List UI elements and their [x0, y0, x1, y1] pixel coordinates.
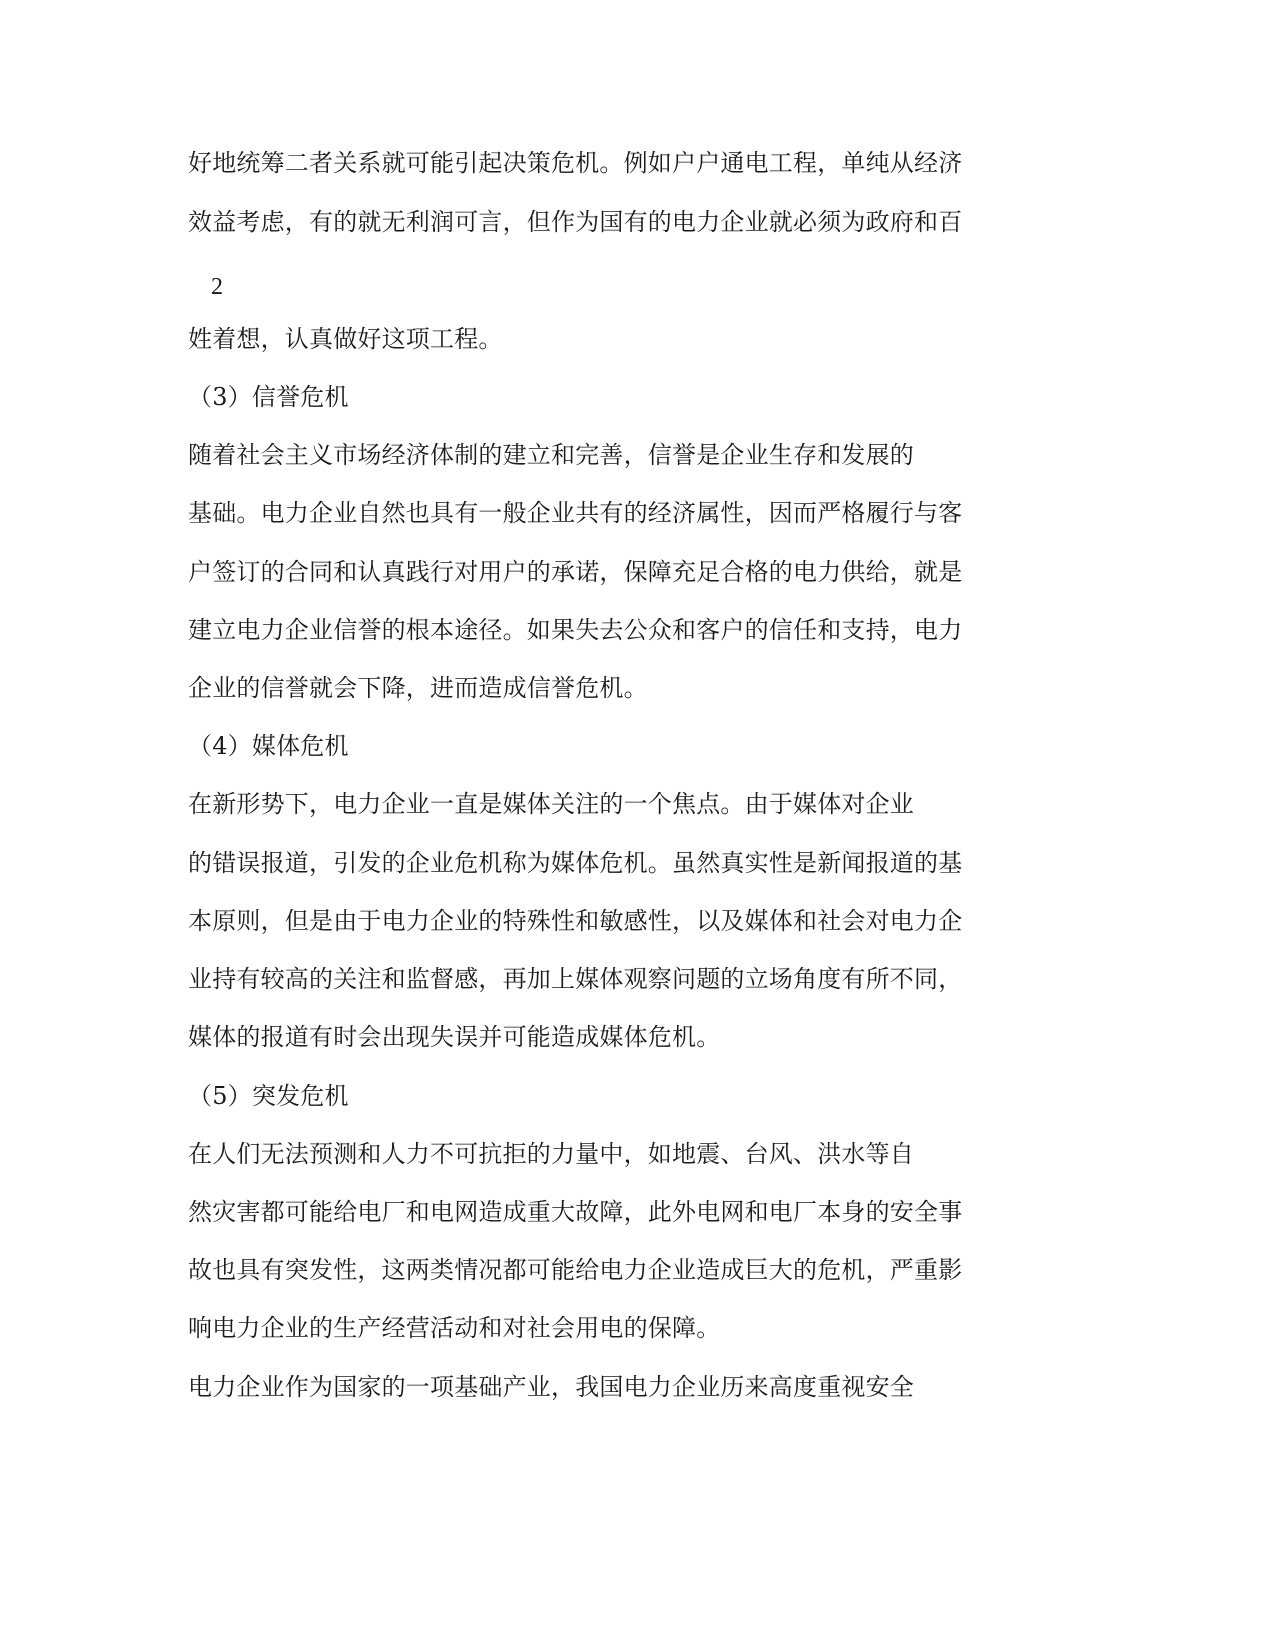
paragraph-line: 建立电力企业信誉的根本途径。如果失去公众和客户的信任和支持，电力: [188, 616, 963, 644]
paragraph-line: 企业的信誉就会下降，进而造成信誉危机。: [188, 674, 648, 702]
section-heading: （5）突发危机: [188, 1082, 349, 1110]
paragraph-line: 姓着想，认真做好这项工程。: [188, 325, 503, 353]
paragraph-line: 户签订的合同和认真践行对用户的承诺，保障充足合格的电力供给，就是: [188, 558, 963, 586]
page-number: 2: [211, 274, 223, 300]
paragraph-line: 然灾害都可能给电厂和电网造成重大故障，此外电网和电厂本身的安全事: [188, 1198, 963, 1226]
paragraph-line: 本原则，但是由于电力企业的特殊性和敏感性，以及媒体和社会对电力企: [188, 907, 963, 935]
paragraph-line: 在人们无法预测和人力不可抗拒的力量中，如地震、台风、洪水等自: [188, 1140, 914, 1168]
paragraph-line: 在新形势下，电力企业一直是媒体关注的一个焦点。由于媒体对企业: [188, 790, 914, 818]
paragraph-line: 响电力企业的生产经营活动和对社会用电的保障。: [188, 1314, 721, 1342]
paragraph-line: 随着社会主义市场经济体制的建立和完善，信誉是企业生存和发展的: [188, 441, 914, 469]
paragraph-line: 媒体的报道有时会出现失误并可能造成媒体危机。: [188, 1023, 721, 1051]
paragraph-line: 好地统筹二者关系就可能引起决策危机。例如户户通电工程，单纯从经济: [188, 149, 963, 177]
section-heading: （4）媒体危机: [188, 732, 349, 760]
paragraph-line: 业持有较高的关注和监督感，再加上媒体观察问题的立场角度有所不同，: [188, 965, 963, 993]
paragraph-line: 基础。电力企业自然也具有一般企业共有的经济属性，因而严格履行与客: [188, 499, 963, 527]
paragraph-line: 故也具有突发性，这两类情况都可能给电力企业造成巨大的危机，严重影: [188, 1256, 963, 1284]
section-heading: （3）信誉危机: [188, 383, 349, 411]
paragraph-line: 的错误报道，引发的企业危机称为媒体危机。虽然真实性是新闻报道的基: [188, 849, 963, 877]
paragraph-line: 效益考虑，有的就无利润可言，但作为国有的电力企业就必须为政府和百: [188, 208, 963, 236]
paragraph-line: 电力企业作为国家的一项基础产业，我国电力企业历来高度重视安全: [188, 1373, 914, 1401]
